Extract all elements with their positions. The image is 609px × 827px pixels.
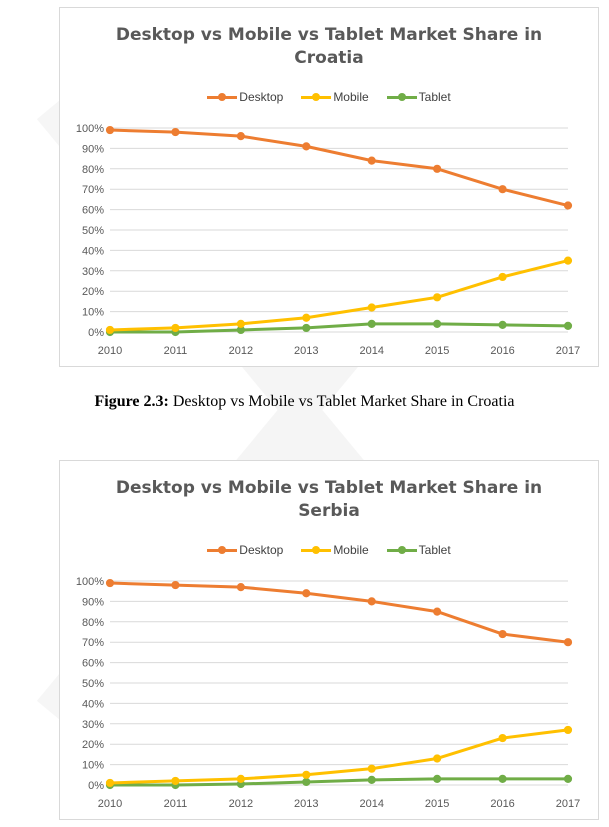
figure-caption-text: Desktop vs Mobile vs Tablet Market Share in Croatia [168, 393, 515, 410]
y-tick-label: 20% [81, 739, 104, 752]
y-tick-label: 70% [81, 184, 104, 197]
y-tick-label: 10% [81, 306, 104, 319]
data-point-mobile [172, 777, 179, 784]
data-point-tablet [434, 775, 441, 782]
x-tick-label: 2012 [228, 798, 254, 810]
data-point-desktop [499, 630, 506, 637]
data-point-tablet [434, 320, 441, 327]
data-point-desktop [303, 590, 310, 597]
data-point-desktop [106, 579, 113, 586]
chart-title-line-1: Desktop vs Mobile vs Tablet Market Share in [115, 478, 543, 498]
data-point-mobile [237, 320, 244, 327]
chart-croatia [59, 7, 599, 367]
y-tick-label: 100% [75, 576, 104, 588]
y-tick-label: 0% [88, 327, 104, 339]
data-point-desktop [237, 584, 244, 591]
data-point-mobile [303, 771, 310, 778]
data-point-mobile [499, 273, 506, 280]
data-point-desktop [303, 143, 310, 150]
y-tick-label: 40% [81, 698, 104, 711]
data-point-desktop [237, 133, 244, 140]
chart-title-line-1: Desktop vs Mobile vs Tablet Market Share in [115, 25, 543, 45]
data-point-tablet [368, 776, 375, 783]
data-point-desktop [368, 157, 375, 164]
data-point-mobile [499, 734, 506, 741]
figure-caption [0, 393, 609, 411]
x-tick-label: 2017 [555, 798, 581, 810]
chart-title-line-2: Croatia [294, 48, 364, 68]
x-tick-label: 2010 [97, 345, 123, 357]
y-tick-label: 80% [81, 616, 104, 629]
x-tick-label: 2016 [490, 798, 515, 810]
y-tick-label: 80% [81, 163, 104, 176]
data-point-mobile [106, 326, 113, 333]
y-tick-label: 50% [81, 225, 104, 237]
data-point-tablet [564, 322, 571, 329]
y-tick-label: 50% [81, 678, 104, 690]
data-point-tablet [368, 320, 375, 327]
legend-label-mobile: Mobile [333, 90, 369, 104]
y-tick-label: 20% [81, 286, 104, 299]
y-tick-label: 60% [81, 657, 104, 670]
x-tick-label: 2011 [163, 798, 188, 810]
x-tick-label: 2014 [359, 798, 384, 810]
data-point-tablet [499, 321, 506, 328]
data-point-desktop [434, 165, 441, 172]
y-tick-label: 40% [81, 245, 104, 258]
y-tick-label: 0% [88, 780, 104, 792]
x-tick-label: 2015 [424, 798, 450, 810]
y-tick-label: 30% [81, 718, 104, 731]
y-tick-label: 100% [75, 123, 104, 135]
data-point-mobile [106, 779, 113, 786]
data-point-tablet [303, 324, 310, 331]
plot-area [60, 8, 600, 368]
data-point-mobile [434, 294, 441, 301]
plot-area [60, 461, 600, 821]
x-tick-label: 2013 [294, 345, 319, 357]
data-point-mobile [368, 304, 375, 311]
y-tick-label: 90% [81, 596, 104, 609]
data-point-mobile [564, 726, 571, 733]
x-tick-label: 2016 [490, 345, 515, 357]
data-point-desktop [564, 202, 571, 209]
data-point-mobile [303, 314, 310, 321]
x-tick-label: 2011 [163, 345, 188, 357]
y-tick-label: 30% [81, 265, 104, 278]
x-tick-label: 2017 [555, 345, 581, 357]
x-tick-label: 2010 [97, 798, 123, 810]
data-point-mobile [172, 324, 179, 331]
series-line-desktop [110, 130, 568, 205]
data-point-desktop [434, 608, 441, 615]
data-point-desktop [564, 639, 571, 646]
data-point-mobile [564, 257, 571, 264]
y-tick-label: 10% [81, 759, 104, 772]
legend-label-tablet: Tablet [418, 543, 451, 557]
y-tick-label: 90% [81, 143, 104, 156]
data-point-desktop [368, 598, 375, 605]
data-point-desktop [172, 128, 179, 135]
x-tick-label: 2015 [424, 345, 450, 357]
x-tick-label: 2012 [228, 345, 254, 357]
y-tick-label: 70% [81, 637, 104, 650]
legend-label-mobile: Mobile [333, 543, 369, 557]
x-tick-label: 2013 [294, 798, 319, 810]
data-point-tablet [303, 778, 310, 785]
chart-serbia [59, 460, 599, 820]
figure-caption-label: Figure 2.3: [94, 393, 169, 410]
data-point-desktop [106, 126, 113, 133]
y-tick-label: 60% [81, 204, 104, 217]
data-point-tablet [564, 775, 571, 782]
data-point-mobile [368, 765, 375, 772]
legend-label-desktop: Desktop [239, 90, 284, 104]
data-point-desktop [499, 186, 506, 193]
legend-label-desktop: Desktop [239, 543, 284, 557]
chart-title-line-2: Serbia [298, 501, 360, 521]
data-point-tablet [499, 775, 506, 782]
data-point-mobile [237, 775, 244, 782]
data-point-mobile [434, 755, 441, 762]
data-point-desktop [172, 581, 179, 588]
x-tick-label: 2014 [359, 345, 384, 357]
legend-label-tablet: Tablet [418, 90, 451, 104]
